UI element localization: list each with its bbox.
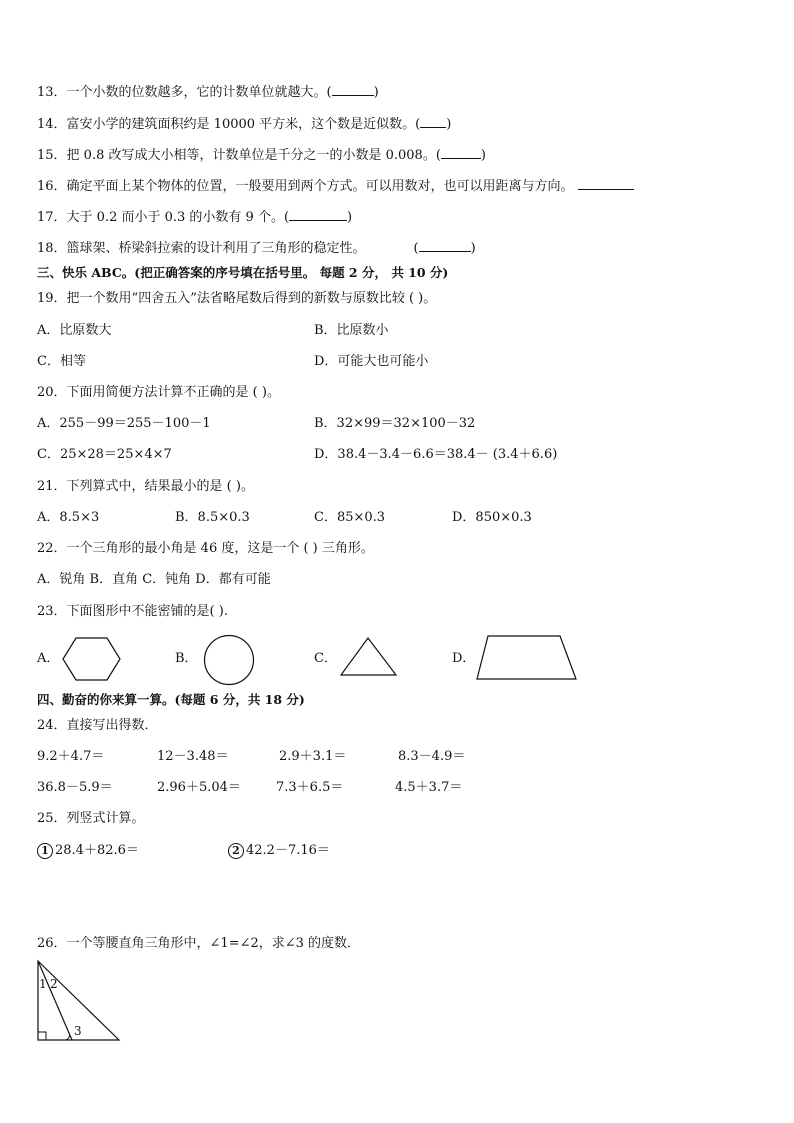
q24-expr-7: 7.3＋6.5＝ [276, 780, 344, 795]
answer-blank-16[interactable] [578, 176, 634, 190]
q20-option-a[interactable]: A．255－99＝255－100－1 [37, 416, 211, 431]
q22-options[interactable]: A．锐角 B．直角 C．钝角 D．都有可能 [37, 572, 271, 587]
q25-item-1: 1 28.4＋82.6＝ [37, 842, 139, 860]
angle-label-1: 1 [39, 977, 47, 991]
q21-option-b[interactable]: B．8.5×0.3 [175, 510, 250, 525]
q23-label-d[interactable]: D． [452, 651, 476, 666]
q20-option-d[interactable]: D．38.4－3.4－6.6＝38.4－ (3.4＋6.6) [314, 447, 558, 462]
question-18: 18．篮球架、桥梁斜拉索的设计利用了三角形的稳定性。 ( ) [37, 238, 476, 258]
q23-label-c[interactable]: C． [314, 651, 337, 666]
q19-option-a[interactable]: A．比原数大 [37, 323, 112, 338]
answer-blank-17[interactable] [289, 207, 347, 221]
section-3-heading: 三、快乐 ABC。(把正确答案的序号填在括号里。 每题 2 分， 共 10 分) [37, 265, 449, 280]
answer-blank-15[interactable] [441, 145, 481, 159]
q24-expr-6: 2.96＋5.04＝ [157, 780, 241, 795]
question-14: 14．富安小学的建筑面积约是 10000 平方米，这个数是近似数。( ) [37, 114, 451, 134]
q25-item-2: 2 42.2－7.16＝ [228, 842, 330, 860]
question-22-stem: 22．一个三角形的最小角是 46 度，这是一个 ( ) 三角形。 [37, 541, 374, 556]
answer-blank-13[interactable] [332, 82, 374, 96]
question-20-stem: 20．下面用简便方法计算不正确的是 ( )。 [37, 385, 280, 400]
question-15: 15．把 0.8 改写成大小相等，计数单位是千分之一的小数是 0.008。( ) [37, 145, 486, 165]
circled-number-2: 2 [228, 843, 244, 859]
question-26-stem: 26．一个等腰直角三角形中，∠1=∠2，求∠3 的度数． [37, 936, 361, 951]
angle-label-2: 2 [50, 977, 58, 991]
q24-expr-8: 4.5＋3.7＝ [395, 780, 463, 795]
question-16: 16．确定平面上某个物体的位置，一般要用到两个方式。可以用数对，也可以用距离与方向。 [37, 176, 634, 196]
answer-blank-14[interactable] [420, 114, 446, 128]
q21-option-a[interactable]: A．8.5×3 [37, 510, 100, 525]
q19-option-d[interactable]: D．可能大也可能小 [314, 354, 429, 369]
q24-expr-1: 9.2＋4.7＝ [37, 749, 105, 764]
question-25-stem: 25．列竖式计算。 [37, 811, 145, 826]
q24-expr-2: 12－3.48＝ [157, 749, 229, 764]
question-17: 17．大于 0.2 而小于 0.3 的小数有 9 个。( ) [37, 207, 352, 227]
question-24-stem: 24．直接写出得数． [37, 718, 158, 733]
q24-expr-5: 36.8－5.9＝ [37, 780, 113, 795]
hexagon-shape [62, 637, 122, 681]
q24-expr-4: 8.3－4.9＝ [398, 749, 466, 764]
question-21-stem: 21．下列算式中，结果最小的是 ( )。 [37, 479, 254, 494]
q21-option-d[interactable]: D．850×0.3 [452, 510, 532, 525]
answer-blank-18[interactable] [419, 238, 471, 252]
trapezoid-shape [476, 633, 578, 681]
q20-option-c[interactable]: C．25×28＝25×4×7 [37, 447, 172, 462]
q23-label-b[interactable]: B． [175, 651, 198, 666]
circle-shape [203, 634, 255, 686]
question-13: 13．一个小数的位数越多，它的计数单位就越大。( ) [37, 82, 379, 102]
triangle-shape [340, 637, 398, 677]
q24-expr-3: 2.9＋3.1＝ [279, 749, 347, 764]
circled-number-1: 1 [37, 843, 53, 859]
q23-label-a[interactable]: A． [37, 651, 60, 666]
q21-option-c[interactable]: C．85×0.3 [314, 510, 386, 525]
q19-option-b[interactable]: B．比原数小 [314, 323, 389, 338]
angle-label-3: 3 [74, 1024, 82, 1038]
q19-option-c[interactable]: C．相等 [37, 354, 86, 369]
section-4-heading: 四、勤奋的你来算一算。(每题 6 分，共 18 分) [37, 692, 305, 707]
q20-option-b[interactable]: B．32×99＝32×100－32 [314, 416, 476, 431]
question-23-stem: 23．下面图形中不能密铺的是( ). [37, 604, 228, 619]
question-19-stem: 19．把一个数用“四舍五入”法省略尾数后得到的新数与原数比较 ( )。 [37, 291, 437, 306]
